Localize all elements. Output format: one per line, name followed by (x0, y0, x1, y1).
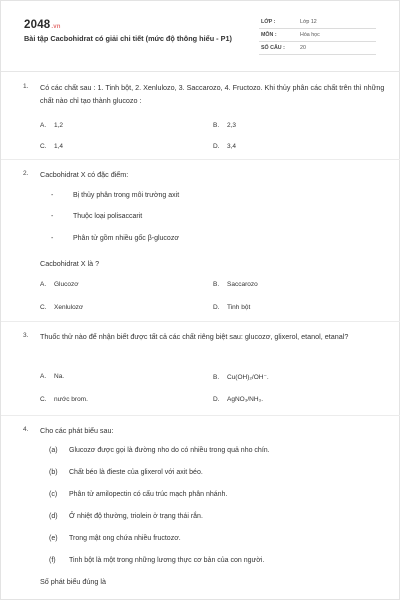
option-key: D. (213, 304, 220, 311)
meta-row-subject (259, 30, 376, 42)
bullet-text: Phân tử gồm nhiều gốc β-glucozơ (73, 235, 179, 242)
header-divider (1, 71, 400, 72)
statement-text: Chất béo là đieste của glixerol với axit béo. (69, 469, 203, 476)
statement-c (49, 491, 227, 498)
question-3 (23, 331, 383, 411)
meta-info (259, 17, 376, 56)
question-separator (1, 159, 400, 160)
option-a[interactable] (40, 373, 64, 380)
statement-key: (c) (49, 491, 58, 498)
option-text: 2,3 (227, 122, 237, 129)
option-c[interactable] (40, 396, 88, 403)
meta-row-count (259, 43, 376, 55)
option-text: AgNO₃/NH₃. (227, 396, 263, 403)
option-key: A. (40, 281, 47, 288)
option-b[interactable] (213, 122, 236, 129)
option-key: B. (213, 374, 220, 381)
option-text: Cu(OH)₂/OH⁻. (227, 374, 269, 381)
option-text: Tinh bột (227, 304, 251, 311)
option-text: nước brom. (54, 396, 88, 403)
question-4 (23, 425, 383, 595)
question-ask: Cacbohidrat X là ? (40, 259, 100, 268)
statement-text: Glucozơ được gọi là đường nho do có nhiều trong quả nho chín. (69, 447, 270, 454)
question-text: Cacbohidrat X có đặc điểm: (40, 170, 129, 179)
question-text: Thuốc thử nào để nhận biết được tất cả các chất riêng biệt sau: glucozơ, glixerol, etanol, etanal? (40, 332, 349, 341)
question-separator (1, 415, 400, 416)
meta-value: Hóa học (300, 32, 320, 38)
option-key: D. (213, 143, 220, 150)
option-key: C. (40, 143, 47, 150)
option-d[interactable] (213, 304, 250, 311)
option-key: B. (213, 281, 220, 288)
option-text: 1,2 (54, 122, 64, 129)
meta-value: Lớp 12 (300, 19, 317, 25)
statement-b (49, 469, 203, 476)
logo-text: 2048 (24, 19, 51, 31)
option-key: D. (213, 396, 220, 403)
logo-suffix: .vn (51, 24, 61, 30)
question-1 (23, 82, 383, 162)
statement-key: (d) (49, 513, 58, 520)
meta-row-class (259, 17, 376, 29)
option-text: Xenlulozơ (54, 304, 84, 311)
option-d[interactable] (213, 143, 236, 150)
question-2 (23, 169, 383, 319)
statement-key: (a) (49, 447, 58, 454)
option-b[interactable] (213, 373, 269, 381)
option-key: C. (40, 396, 47, 403)
option-key: B. (213, 122, 220, 129)
meta-key: MÔN : (261, 32, 277, 38)
option-key: A. (40, 122, 47, 129)
question-number: 3. (23, 332, 29, 339)
option-text: 1,4 (54, 143, 64, 150)
statement-key: (f) (49, 557, 56, 564)
option-key: C. (40, 304, 47, 311)
site-logo[interactable] (24, 19, 61, 31)
question-text: Có các chất sau : 1. Tinh bột, 2. Xenlulozo, 3. Saccarozo, 4. Fructozo. Khi thủy phân các chất trên thì những chất nào chỉ tạo thành glucozo : (40, 83, 385, 105)
question-number: 4. (23, 426, 29, 433)
statement-a (49, 447, 270, 454)
meta-key: SỐ CÂU : (261, 45, 285, 51)
statement-text: Phân tử amilopectin có cấu trúc mạch phân nhánh. (69, 491, 228, 498)
question-separator (1, 321, 400, 322)
meta-key: LỚP : (261, 19, 276, 25)
question-number: 1. (23, 83, 29, 90)
question-ask: Số phát biểu đúng là (40, 577, 106, 586)
option-text: Glucozơ (54, 281, 79, 288)
option-d[interactable] (213, 396, 263, 403)
option-text: Saccarozo (227, 281, 258, 288)
option-key: A. (40, 373, 47, 380)
option-c[interactable] (40, 143, 63, 150)
option-a[interactable] (40, 122, 63, 129)
statement-d (49, 513, 203, 520)
statement-e (49, 535, 181, 542)
question-number: 2. (23, 170, 29, 177)
option-text: Na. (54, 373, 65, 380)
option-text: 3,4 (227, 143, 237, 150)
option-b[interactable] (213, 281, 258, 288)
bullet-text: Thuộc loại polisaccarit (73, 213, 143, 220)
bullet-item: - Thuộc loại polisaccarit (51, 213, 143, 220)
statement-text: Tinh bột là một trong những lương thực cơ bản của con người. (69, 557, 265, 564)
bullet-text: Bị thủy phân trong môi trường axit (73, 192, 180, 199)
document-title: Bài tập Cacbohidrat có giải chi tiết (mức độ thông hiểu - P1) (24, 34, 232, 43)
bullet-item: - Phân tử gồm nhiều gốc β-glucozơ (51, 235, 179, 242)
statement-f (49, 557, 264, 564)
question-text: Cho các phát biểu sau: (40, 426, 114, 435)
statement-key: (b) (49, 469, 58, 476)
document-header (16, 15, 388, 59)
bullet-item: - Bị thủy phân trong môi trường axit (51, 192, 180, 199)
option-c[interactable] (40, 304, 83, 311)
statement-text: Ở nhiệt độ thường, triolein ở trạng thái rắn. (69, 513, 203, 520)
option-a[interactable] (40, 281, 79, 288)
meta-value: 20 (300, 45, 306, 51)
statement-text: Trong mật ong chứa nhiều fructozơ. (69, 535, 181, 542)
statement-key: (e) (49, 535, 58, 542)
